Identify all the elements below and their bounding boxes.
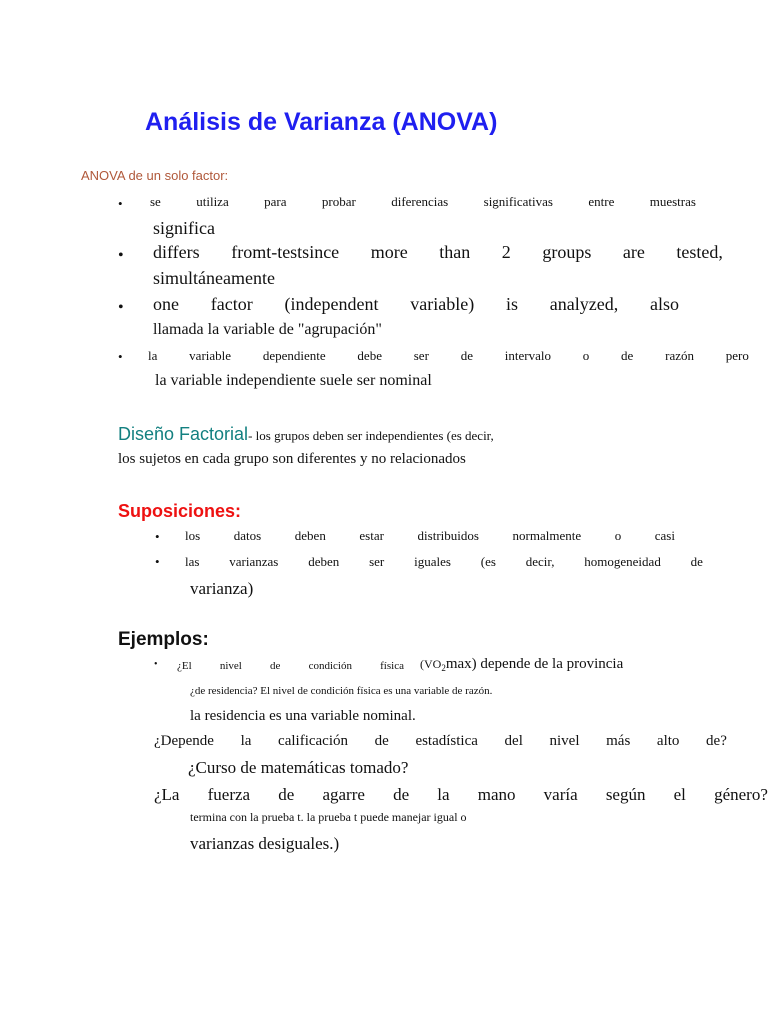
- word: intervalo: [504, 348, 551, 363]
- word: analyzed,: [549, 294, 619, 314]
- word: según: [605, 785, 646, 804]
- word: estar: [359, 528, 384, 543]
- word: calificación: [278, 733, 349, 749]
- word: utiliza: [196, 194, 229, 209]
- assumption-item2-line2: varianza): [190, 579, 254, 598]
- word: more: [370, 242, 408, 262]
- word: pero: [725, 348, 749, 363]
- word: ¿Depende: [154, 733, 214, 749]
- word: o: [582, 348, 590, 363]
- word: significativas: [483, 194, 553, 209]
- example1-rest: [420, 656, 623, 673]
- example3-line2: termina con la prueba t. la prueba t puede manejar igual o: [190, 810, 467, 824]
- factorial-design-line1: [118, 424, 494, 445]
- word: differs: [153, 242, 200, 262]
- bullet: •: [155, 554, 160, 569]
- word: la: [148, 348, 158, 363]
- word: para: [264, 194, 287, 209]
- word: also: [649, 294, 679, 314]
- example1-line3: la residencia es una variable nominal.: [190, 708, 416, 724]
- word: de: [393, 785, 410, 804]
- word: tested,: [676, 242, 723, 262]
- word: nivel: [219, 660, 242, 672]
- bullet: •: [118, 349, 123, 364]
- word: la: [240, 733, 252, 749]
- word: (independent: [284, 294, 379, 314]
- item1-line2: significa: [153, 218, 215, 238]
- bullet: •: [118, 247, 124, 264]
- word: dependiente: [262, 348, 326, 363]
- example3-line1: [154, 785, 768, 805]
- word: o: [614, 528, 622, 543]
- word: del: [504, 733, 523, 749]
- example1-vo: (VO: [420, 657, 442, 671]
- word: casi: [654, 528, 675, 543]
- factorial-design-line2: los sujetos en cada grupo son diferentes y no relacionados: [118, 451, 466, 467]
- word: are: [622, 242, 645, 262]
- word: probar: [321, 194, 356, 209]
- example1-line2: ¿de residencia? El nivel de condición física es una variable de razón.: [190, 685, 493, 697]
- item4-line1: [148, 348, 749, 364]
- word: más: [606, 733, 631, 749]
- word: deben: [294, 528, 326, 543]
- word: fromt-testsince: [231, 242, 340, 262]
- word: variable: [189, 348, 232, 363]
- example2-line2: ¿Curso de matemáticas tomado?: [188, 758, 409, 777]
- bullet: •: [155, 529, 160, 544]
- bullet: •: [118, 299, 124, 316]
- item3-line2: llamada la variable de "agrupación": [153, 321, 382, 338]
- word: muestras: [649, 194, 696, 209]
- word: varianzas: [229, 554, 279, 569]
- word: entre: [588, 194, 615, 209]
- word: de: [460, 348, 473, 363]
- word: la: [437, 785, 450, 804]
- item3-line1: [153, 294, 679, 315]
- word: diferencias: [391, 194, 449, 209]
- example3-line3: varianzas desiguales.): [190, 834, 340, 853]
- word: ser: [413, 348, 429, 363]
- word: variable): [410, 294, 475, 314]
- assumptions-heading: Suposiciones:: [118, 501, 242, 521]
- word: datos: [233, 528, 262, 543]
- word: género?: [714, 785, 768, 804]
- word: one: [153, 294, 179, 314]
- word: iguales: [414, 554, 451, 569]
- word: las: [185, 554, 200, 569]
- item2-line1: [153, 242, 723, 263]
- word: se: [150, 194, 161, 209]
- word: nivel: [549, 733, 580, 749]
- factorial-design-heading: Diseño Factorial: [118, 424, 249, 444]
- word: condición: [308, 660, 352, 672]
- word: ¿La: [154, 785, 180, 804]
- word: ser: [369, 554, 385, 569]
- factorial-design-text: - los grupos deben ser independientes (es decir,: [248, 428, 494, 443]
- assumption-item1: [185, 528, 675, 544]
- word: razón: [665, 348, 694, 363]
- examples-heading: Ejemplos:: [118, 629, 209, 650]
- item2-line2: simultáneamente: [153, 268, 275, 288]
- word: normalmente: [512, 528, 582, 543]
- word: (es: [480, 554, 496, 569]
- word: ¿El: [177, 660, 192, 672]
- word: de?: [706, 733, 727, 749]
- word: decir,: [525, 554, 555, 569]
- one-factor-heading: ANOVA de un solo factor:: [81, 168, 229, 183]
- word: de: [270, 660, 281, 672]
- example1-depends: max) depende de la provincia: [445, 656, 624, 672]
- word: groups: [542, 242, 592, 262]
- word: debe: [357, 348, 382, 363]
- word: varía: [543, 785, 578, 804]
- word: agarre: [322, 785, 365, 804]
- item4-line2: la variable independiente suele ser nominal: [155, 372, 432, 389]
- bullet: •: [118, 196, 123, 211]
- word: fuerza: [207, 785, 251, 804]
- word: factor: [210, 294, 253, 314]
- word: de: [621, 348, 634, 363]
- word: deben: [308, 554, 340, 569]
- example1-words: [177, 660, 404, 672]
- item1-line1: [150, 194, 696, 210]
- word: de: [278, 785, 295, 804]
- word: los: [185, 528, 201, 543]
- word: de: [690, 554, 703, 569]
- word: física: [380, 660, 404, 672]
- bullet: •: [154, 659, 158, 670]
- word: alto: [656, 733, 680, 749]
- word: estadística: [415, 733, 478, 749]
- example1-subscript: 2: [441, 663, 446, 673]
- example2-line1: [154, 733, 727, 750]
- word: de: [374, 733, 389, 749]
- word: than: [439, 242, 471, 262]
- word: 2: [501, 242, 511, 262]
- word: is: [505, 294, 518, 314]
- word: el: [673, 785, 686, 804]
- word: homogeneidad: [584, 554, 661, 569]
- word: distribuidos: [417, 528, 479, 543]
- word: mano: [477, 785, 516, 804]
- assumption-item2: [185, 554, 703, 570]
- page-title: Análisis de Varianza (ANOVA): [145, 108, 498, 136]
